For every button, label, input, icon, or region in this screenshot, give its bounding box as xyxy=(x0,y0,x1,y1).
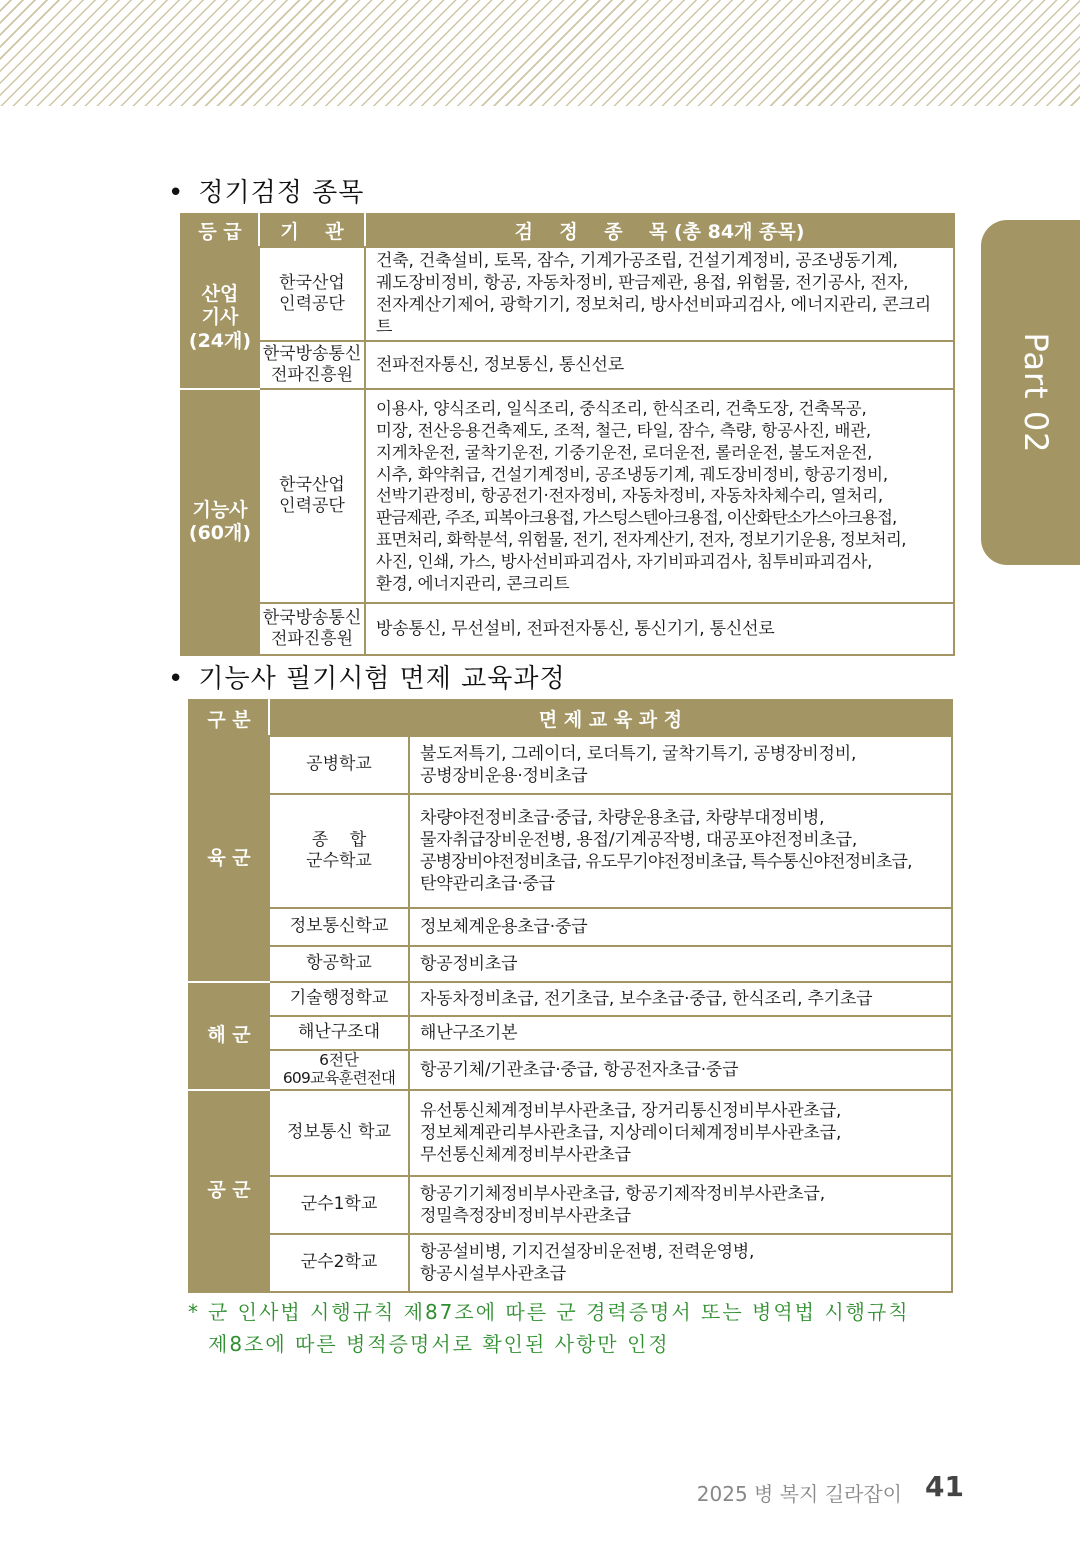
courses-cell xyxy=(409,908,952,946)
courses-cell xyxy=(409,794,952,908)
items-line: 궤도장비정비, 항공, 자동차정비, 판금제관, 용접, 위험물, 전기공사, 전자, xyxy=(376,273,909,294)
header-agency: 기 관 xyxy=(259,214,365,247)
items-line: 시추, 화약취급, 건설기계정비, 공조냉동기계, 궤도장비정비, 항공기정비, xyxy=(376,464,888,484)
items-line: 지게차운전, 굴착기운전, 기중기운전, 로더운전, 롤러운전, 불도저운전, xyxy=(376,442,873,462)
table-row xyxy=(181,341,954,389)
course-line: 불도저특기, 그레이더, 로더특기, 굴착기특기, 공병장비정비, xyxy=(420,743,857,764)
courses-cell xyxy=(409,1176,952,1234)
course-line: 항공기기체정비부사관초급, 항공기제작정비부사관초급, xyxy=(420,1183,825,1204)
section1-title-text: 정기검정 종목 xyxy=(198,178,365,208)
table-row xyxy=(189,794,952,908)
course-line: 자동차정비초급, 전기초급, 보수초급·중급, 한식조리, 추기초급 xyxy=(420,988,873,1009)
table-row xyxy=(189,946,952,982)
school-cell xyxy=(269,1090,409,1176)
table-row xyxy=(189,736,952,794)
items-line: 전자계산기제어, 광학기기, 정보처리, 방사선비파괴검사, 에너지관리, 콘크리트 xyxy=(376,295,931,338)
school-line: 정보통신 학교 xyxy=(287,1122,391,1143)
agency-cell xyxy=(259,389,365,603)
school-line: 군수학교 xyxy=(306,851,372,871)
agency-cell xyxy=(259,341,365,389)
items-line: 건축, 건축설비, 토목, 잠수, 기계가공조립, 건설기계정비, 공조냉동기계, xyxy=(376,251,898,271)
items-line: 판금제관, 주조, 피복아크용접, 가스텅스텐아크용접, 이산화탄소가스아크용접, xyxy=(376,508,897,528)
courses-cell xyxy=(409,1090,952,1176)
school-cell xyxy=(269,1050,409,1090)
section-title-regular-exam xyxy=(168,172,364,209)
header-grade: 등 급 xyxy=(181,214,259,247)
school-cell xyxy=(269,1016,409,1050)
courses-cell xyxy=(409,946,952,982)
school-line: 군수2학교 xyxy=(300,1252,378,1273)
grade-line: 기능사 xyxy=(192,498,248,521)
items-line: 미장, 전산응용건축제도, 조적, 철근, 타일, 잠수, 측량, 항공사진, 배관, xyxy=(376,421,871,441)
courses-cell xyxy=(409,1050,952,1090)
agency-line: 한국산업 xyxy=(279,272,345,293)
agency-line: 한국방송통신 xyxy=(262,608,362,629)
header-courses: 면 제 교 육 과 정 xyxy=(269,700,952,736)
header-items: 검 정 종 목 (총 84개 종목) xyxy=(365,214,954,247)
school-line: 정보통신학교 xyxy=(289,916,389,937)
bullet-icon: • xyxy=(168,178,185,208)
course-line: 무선통신체계정비부사관초급 xyxy=(420,1145,631,1166)
items-cell xyxy=(365,247,954,341)
school-cell xyxy=(269,1176,409,1234)
school-line: 공병학교 xyxy=(306,754,372,775)
course-line: 항공시설부사관초급 xyxy=(420,1264,566,1284)
table-header-row xyxy=(189,700,952,736)
agency-line: 전파진흥원 xyxy=(270,629,354,650)
footnote xyxy=(188,1296,948,1360)
exemption-course-table xyxy=(188,699,953,1293)
course-line: 차량야전정비초급·중급, 차량운용초급, 차량부대정비병, xyxy=(420,807,825,828)
items-line: 이용사, 양식조리, 일식조리, 중식조리, 한식조리, 건축도장, 건축목공, xyxy=(376,399,867,419)
items-line: 환경, 에너지관리, 콘크리트 xyxy=(376,573,570,593)
table-row xyxy=(189,1176,952,1234)
items-line: 방송통신, 무선설비, 전파전자통신, 통신기기, 통신선로 xyxy=(376,619,775,640)
table-row xyxy=(181,603,954,655)
agency-cell xyxy=(259,247,365,341)
table-row xyxy=(189,908,952,946)
school-cell xyxy=(269,736,409,794)
course-line: 공병장비야전정비초급, 유도무기야전정비초급, 특수통신야전정비초급, xyxy=(420,852,912,872)
table-row xyxy=(189,1090,952,1176)
school-line: 항공학교 xyxy=(306,953,372,974)
items-line: 사진, 인쇄, 가스, 방사선비파괴검사, 자기비파괴검사, 침투비파괴검사, xyxy=(376,551,873,571)
course-line: 항공기체/기관초급·중급, 항공전자초급·중급 xyxy=(420,1059,739,1080)
school-line: 해난구조대 xyxy=(297,1022,381,1043)
course-line: 해난구조기본 xyxy=(420,1022,518,1043)
course-line: 항공설비병, 기지건설장비운전병, 전력운영병, xyxy=(420,1241,755,1262)
school-line: 군수1학교 xyxy=(300,1194,378,1215)
items-cell xyxy=(365,603,954,655)
bullet-icon: • xyxy=(168,664,185,694)
branch-air-force: 공 군 xyxy=(189,1090,269,1292)
items-cell xyxy=(365,341,954,389)
footnote-star: * xyxy=(188,1300,200,1324)
course-line: 물자취급장비운전병, 용접/기계공작병, 대공포야전정비초급, xyxy=(420,829,858,850)
agency-line: 한국산업 xyxy=(279,475,345,496)
table-header-row xyxy=(181,214,954,247)
regular-exam-table xyxy=(180,213,955,656)
grade-craftsman xyxy=(181,389,259,655)
courses-cell xyxy=(409,982,952,1016)
school-cell xyxy=(269,908,409,946)
branch-navy: 해 군 xyxy=(189,982,269,1090)
school-line: 종 합 xyxy=(311,829,367,850)
school-line: 기술행정학교 xyxy=(289,988,389,1009)
table-row xyxy=(181,389,954,603)
branch-army: 육 군 xyxy=(189,736,269,982)
part-tab-label: Part 02 xyxy=(1017,331,1055,454)
course-line: 정보체계관리부사관초급, 지상레이더체계정비부사관초급, xyxy=(420,1122,842,1143)
part-tab xyxy=(981,220,1080,565)
items-cell xyxy=(365,389,954,603)
course-line: 정밀측정장비정비부사관초급 xyxy=(420,1206,631,1226)
table-row xyxy=(189,1050,952,1090)
school-cell xyxy=(269,1234,409,1292)
grade-line: 산업 xyxy=(201,282,239,305)
grade-line: 기사 xyxy=(201,306,239,329)
agency-cell xyxy=(259,603,365,655)
footer-book-title: 2025 병 복지 길라잡이 xyxy=(696,1482,902,1506)
section-title-exemption xyxy=(168,658,566,695)
school-cell xyxy=(269,982,409,1016)
items-line: 전파전자통신, 정보통신, 통신선로 xyxy=(376,355,624,376)
agency-line: 인력공단 xyxy=(279,294,345,315)
agency-line: 인력공단 xyxy=(279,496,345,517)
items-line: 선박기관정비, 항공전기·전자정비, 자동차정비, 자동차차체수리, 열처리, xyxy=(376,486,883,506)
course-line: 공병장비운용·정비초급 xyxy=(420,766,588,786)
course-line: 항공정비초급 xyxy=(420,953,518,974)
school-cell xyxy=(269,794,409,908)
grade-count: (60개) xyxy=(188,522,252,545)
header-hatch-pattern xyxy=(0,0,1080,106)
table-row xyxy=(181,247,954,341)
courses-cell xyxy=(409,1234,952,1292)
agency-line: 전파진흥원 xyxy=(270,365,354,386)
grade-industrial-engineer xyxy=(181,247,259,389)
agency-line: 한국방송통신 xyxy=(262,344,362,365)
footnote-line: 제8조에 따른 병적증명서로 확인된 사항만 인정 xyxy=(208,1332,670,1356)
table-row xyxy=(189,1016,952,1050)
section2-title-text: 기능사 필기시험 면제 교육과정 xyxy=(198,664,566,694)
school-line: 609교육훈련전대 xyxy=(282,1069,396,1087)
footnote-line: 군 인사법 시행규칙 제87조에 따른 군 경력증명서 또는 병역법 시행규칙 xyxy=(208,1300,910,1324)
items-line: 표면처리, 화학분석, 위험물, 전기, 전자계산기, 전자, 정보기기운용, 정보처리, xyxy=(376,530,906,550)
grade-count: (24개) xyxy=(188,330,252,353)
table-row xyxy=(189,982,952,1016)
school-cell xyxy=(269,946,409,982)
page-number: 41 xyxy=(925,1470,964,1503)
school-line: 6전단 xyxy=(319,1051,359,1070)
table-row xyxy=(189,1234,952,1292)
courses-cell xyxy=(409,736,952,794)
header-category: 구 분 xyxy=(189,700,269,736)
course-line: 정보체계운용초급·중급 xyxy=(420,916,588,937)
course-line: 유선통신체계정비부사관초급, 장거리통신정비부사관초급, xyxy=(420,1100,842,1121)
course-line: 탄약관리초급·중급 xyxy=(420,874,555,895)
courses-cell xyxy=(409,1016,952,1050)
